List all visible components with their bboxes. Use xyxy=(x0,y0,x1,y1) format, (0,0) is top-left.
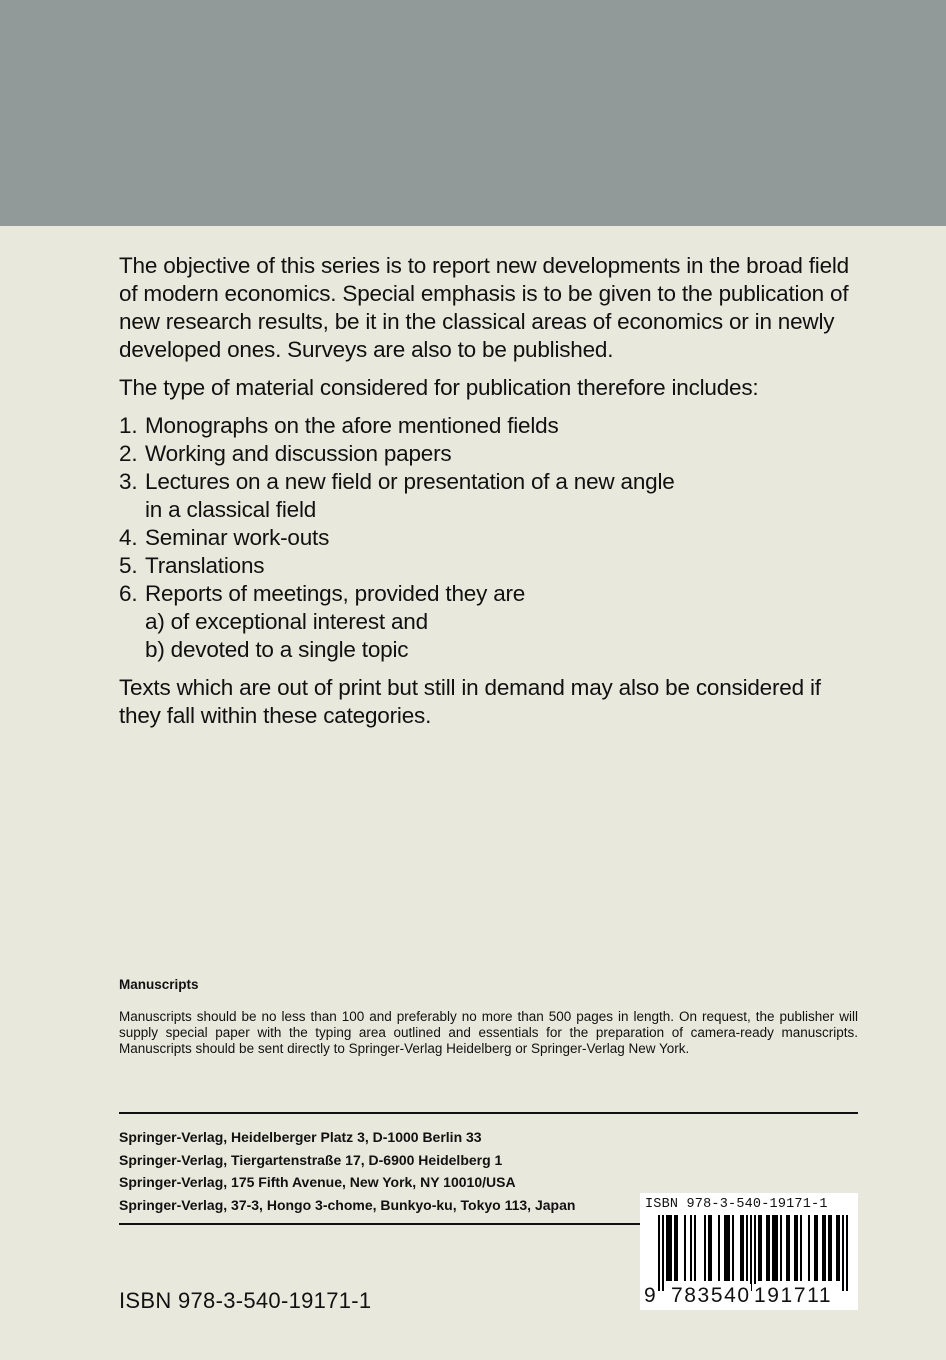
barcode-bar xyxy=(774,1215,776,1281)
top-gray-band xyxy=(0,0,946,226)
barcode-bar xyxy=(662,1215,664,1291)
list-number: 3. xyxy=(119,469,138,494)
barcode-bar xyxy=(822,1215,824,1281)
barcode-bar xyxy=(704,1215,706,1281)
list-text: Working and discussion papers xyxy=(145,441,452,466)
barcode-bar xyxy=(724,1215,726,1281)
barcode-bar xyxy=(718,1215,720,1281)
list-item xyxy=(119,412,859,440)
barcode-bar xyxy=(676,1215,678,1281)
barcode-bar xyxy=(668,1215,670,1281)
barcode-bar xyxy=(838,1215,840,1281)
address-line: Springer-Verlag, 37-3, Hongo 3-chome, Bunkyo-ku, Tokyo 113, Japan xyxy=(119,1196,576,1213)
barcode-digits-right: 191711 xyxy=(754,1284,833,1307)
series-description xyxy=(119,252,859,730)
closing-paragraph: Texts which are out of print but still in demand may also be considered if they fall within these categories. xyxy=(119,675,821,728)
list-item xyxy=(119,580,859,664)
barcode xyxy=(640,1193,858,1310)
barcode-bar xyxy=(684,1215,686,1281)
list-item xyxy=(119,468,859,524)
barcode-bar xyxy=(766,1215,768,1281)
barcode-bar xyxy=(772,1215,774,1281)
barcode-bar xyxy=(796,1215,798,1281)
list-number: 5. xyxy=(119,553,138,578)
list-item xyxy=(119,440,859,468)
barcode-bar xyxy=(754,1215,756,1291)
list-subitem-b: b) devoted to a single topic xyxy=(145,637,409,662)
list-number: 4. xyxy=(119,525,138,550)
barcode-bar xyxy=(846,1215,848,1291)
address-line: Springer-Verlag, Tiergartenstraße 17, D-6900 Heidelberg 1 xyxy=(119,1151,503,1168)
barcode-bar xyxy=(674,1215,676,1281)
barcode-bar xyxy=(824,1215,826,1281)
barcode-bar xyxy=(768,1215,770,1281)
barcode-bar xyxy=(726,1215,728,1281)
divider-bottom xyxy=(119,1223,640,1225)
list-number: 1. xyxy=(119,413,138,438)
divider-top xyxy=(119,1112,858,1114)
barcode-bar xyxy=(808,1215,810,1281)
barcode-bar xyxy=(740,1215,742,1281)
barcode-bar xyxy=(786,1215,788,1281)
barcode-bar xyxy=(828,1215,830,1281)
barcode-bar xyxy=(690,1215,692,1281)
barcode-bar xyxy=(842,1215,844,1291)
manuscripts-body: Manuscripts should be no less than 100 and preferably no more than 500 pages in length. On request, the publisher will supply special paper with the typing area outlined and essentials for the preparation of camera-ready manuscripts. Manuscripts should be sent directly to Springer-Verlag Heidelberg or Springer-Verlag New York. xyxy=(119,1009,858,1056)
barcode-bar xyxy=(728,1215,730,1281)
barcode-bar xyxy=(830,1215,832,1281)
list-text: Seminar work-outs xyxy=(145,525,330,550)
barcode-bar xyxy=(800,1215,802,1281)
manuscripts-section xyxy=(119,977,858,1057)
barcode-isbn-label: ISBN 978-3-540-19171-1 xyxy=(645,1197,828,1212)
material-list xyxy=(119,412,859,664)
barcode-bar xyxy=(746,1215,748,1281)
barcode-digits-left: 783540 xyxy=(671,1284,751,1307)
barcode-bar xyxy=(814,1215,816,1281)
barcode-bar xyxy=(758,1215,760,1281)
list-subitem-a: a) of exceptional interest and xyxy=(145,609,428,634)
barcode-bar xyxy=(780,1215,782,1281)
barcode-digit-lead: 9 xyxy=(644,1284,658,1307)
lead-paragraph: The type of material considered for publication therefore includes: xyxy=(119,375,759,400)
list-text-continued: in a classical field xyxy=(145,497,317,522)
list-item xyxy=(119,552,859,580)
address-line: Springer-Verlag, 175 Fifth Avenue, New York, NY 10010/USA xyxy=(119,1174,516,1190)
barcode-bar xyxy=(666,1215,668,1281)
barcode-bar xyxy=(794,1215,796,1281)
list-text: Reports of meetings, provided they are xyxy=(145,581,526,606)
isbn-text: ISBN 978-3-540-19171-1 xyxy=(119,1288,372,1313)
barcode-bar xyxy=(760,1215,762,1281)
barcode-bar xyxy=(658,1215,660,1291)
barcode-bar xyxy=(710,1215,712,1281)
list-text: Monographs on the afore mentioned fields xyxy=(145,413,559,438)
barcode-bar xyxy=(742,1215,744,1281)
barcode-bar xyxy=(708,1215,710,1281)
address-line: Springer-Verlag, Heidelberger Platz 3, D-1000 Berlin 33 xyxy=(119,1129,482,1145)
list-text: Lectures on a new field or presentation of a new angle xyxy=(145,469,675,494)
intro-paragraph: The objective of this series is to report new developments in the broad field of modern economics. Special emphasis is to be given to the publication of new research results, be it in the classical areas of economics or in newly developed ones. Surveys are also to be published. xyxy=(119,253,850,362)
barcode-bar xyxy=(732,1215,734,1281)
list-text: Translations xyxy=(145,553,265,578)
list-number: 2. xyxy=(119,441,138,466)
manuscripts-heading: Manuscripts xyxy=(119,977,199,992)
barcode-bar xyxy=(694,1215,696,1281)
barcode-bar xyxy=(776,1215,778,1281)
barcode-bar xyxy=(816,1215,818,1281)
list-item xyxy=(119,524,859,552)
list-number: 6. xyxy=(119,581,138,606)
barcode-bar xyxy=(670,1215,672,1281)
barcode-bar xyxy=(788,1215,790,1281)
publisher-addresses xyxy=(119,1126,659,1216)
barcode-bar xyxy=(750,1215,752,1291)
barcode-bar xyxy=(836,1215,838,1281)
